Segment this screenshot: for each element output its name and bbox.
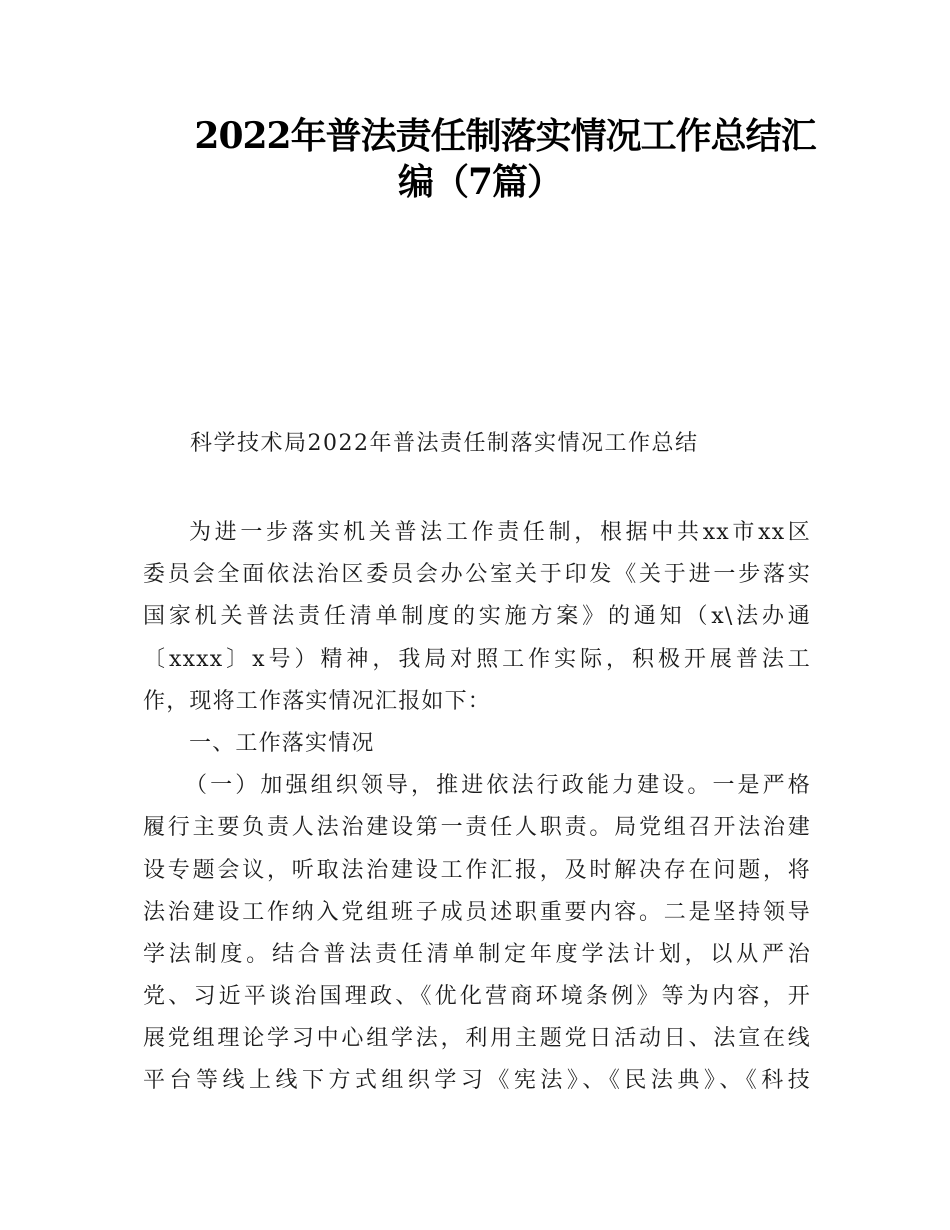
body-line: 履行主要负责人法治建设第一责任人职责。局党组召开法治建: [143, 815, 811, 841]
body-line: 作，现将工作落实情况汇报如下：: [143, 688, 492, 714]
body-line: 委员会全面依法治区委员会办公室关于印发《关于进一步落实: [143, 562, 811, 588]
body-line: 学法制度。结合普法责任清单制定年度学法计划，以从严治: [143, 941, 811, 967]
body-line: 党、习近平谈治国理政、《优化营商环境条例》等为内容，开: [143, 984, 811, 1010]
document-title-line-2: 编（7篇）: [397, 161, 563, 203]
body-line: 为进一步落实机关普法工作责任制，根据中共xx市xx区: [189, 520, 811, 545]
body-line: 国家机关普法责任清单制度的实施方案》的通知（x\法办通: [143, 604, 811, 630]
body-line: 展党组理论学习中心组学法，利用主题党日活动日、法宣在线: [143, 1026, 811, 1052]
section-heading: 一、工作落实情况: [189, 730, 375, 756]
document-title-line-1: 2022年普法责任制落实情况工作总结汇: [194, 115, 816, 157]
body-line: 设专题会议，听取法治建设工作汇报，及时解决存在问题，将: [143, 857, 811, 883]
body-line: 法治建设工作纳入党组班子成员述职重要内容。二是坚持领导: [143, 899, 811, 925]
section-subtitle: 科学技术局2022年普法责任制落实情况工作总结: [190, 431, 699, 456]
body-line: 平台等线上线下方式组织学习《宪法》、《民法典》、《科技: [143, 1068, 811, 1094]
body-line: （一）加强组织领导，推进依法行政能力建设。一是严格: [185, 773, 811, 799]
body-line: 〔xxxx〕x号）精神，我局对照工作实际，积极开展普法工: [143, 646, 811, 672]
body-text: [143, 512, 811, 1103]
